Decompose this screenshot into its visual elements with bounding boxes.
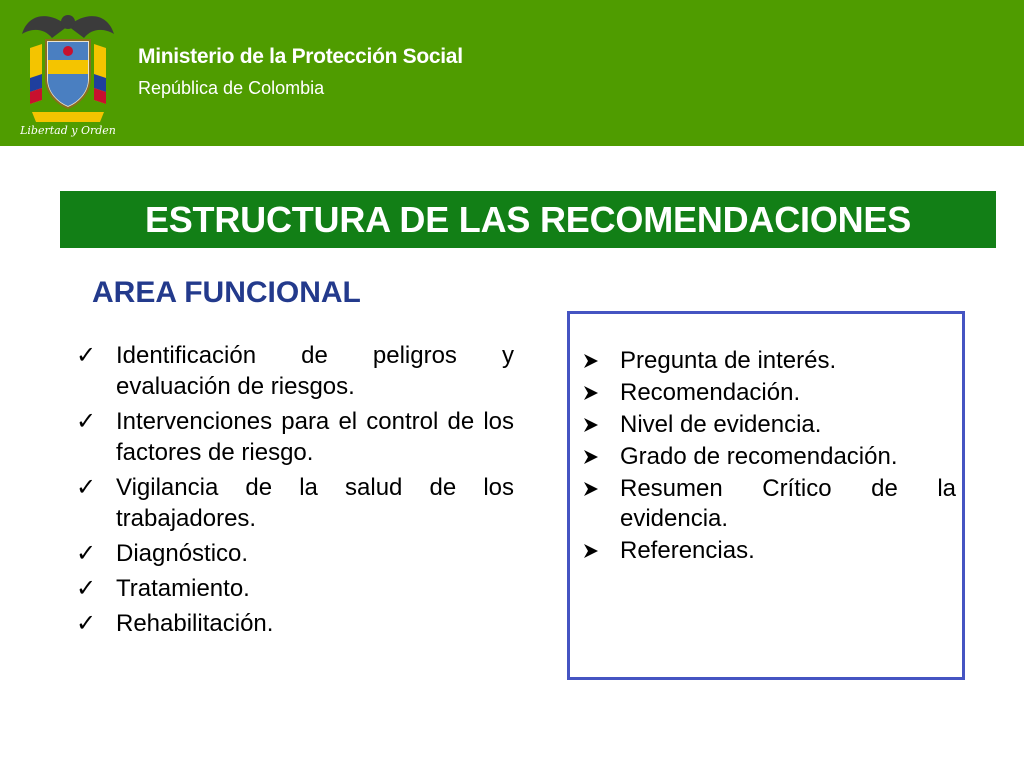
list-item xyxy=(76,573,514,604)
header-banner xyxy=(0,0,1024,146)
list-item xyxy=(580,410,956,440)
list-item-text: Tratamiento. xyxy=(116,575,250,602)
list-item-text: Pregunta de interés. xyxy=(620,347,837,374)
list-item xyxy=(76,538,514,569)
list-item-text: Intervenciones para el control de los factores de riesgo. xyxy=(116,408,514,466)
checkmark-icon: ✓ xyxy=(76,474,97,501)
coat-of-arms-logo xyxy=(18,8,118,138)
list-item-text: Rehabilitación. xyxy=(116,610,274,637)
list-item xyxy=(580,442,956,472)
checkmark-icon: ✓ xyxy=(76,610,97,637)
list-item xyxy=(580,536,956,566)
arrowhead-icon xyxy=(580,474,620,504)
slide-title: ESTRUCTURA DE LAS RECOMENDACIONES xyxy=(144,198,912,240)
arrowhead-icon xyxy=(580,442,620,472)
list-item xyxy=(580,346,956,376)
list-item xyxy=(76,340,514,402)
logo-motto: Libertad y Orden xyxy=(20,124,116,137)
title-bar xyxy=(60,191,996,248)
arrowhead-icon xyxy=(580,346,620,376)
functional-area-list xyxy=(76,340,514,643)
list-item xyxy=(76,406,514,468)
section-title: AREA FUNCIONAL xyxy=(92,276,361,309)
list-item-text: Referencias. xyxy=(620,537,755,564)
arrowhead-icon xyxy=(580,378,620,408)
checkmark-icon: ✓ xyxy=(76,575,97,602)
list-item-text: Grado de recomendación. xyxy=(620,443,898,470)
arrowhead-icon xyxy=(580,410,620,440)
list-item-text: Nivel de evidencia. xyxy=(620,411,822,438)
list-item-text: Identificación de peligros y evaluación de riesgos. xyxy=(116,342,514,400)
list-item xyxy=(580,378,956,408)
list-item-text: Recomendación. xyxy=(620,379,801,406)
checkmark-icon: ✓ xyxy=(76,540,97,567)
list-item xyxy=(76,472,514,534)
organization-subtitle: República de Colombia xyxy=(138,78,325,98)
recommendation-structure-list xyxy=(580,346,956,568)
checkmark-icon: ✓ xyxy=(76,408,97,435)
list-item xyxy=(580,474,956,534)
list-item-text: Diagnóstico. xyxy=(116,540,249,567)
list-item-text: Resumen Crítico de la evidencia. xyxy=(620,475,956,532)
list-item-text: Vigilancia de la salud de los trabajadores. xyxy=(116,474,514,532)
arrowhead-icon xyxy=(580,536,620,566)
list-item xyxy=(76,608,514,639)
checkmark-icon: ✓ xyxy=(76,342,97,369)
organization-name: Ministerio de la Protección Social xyxy=(138,45,463,68)
